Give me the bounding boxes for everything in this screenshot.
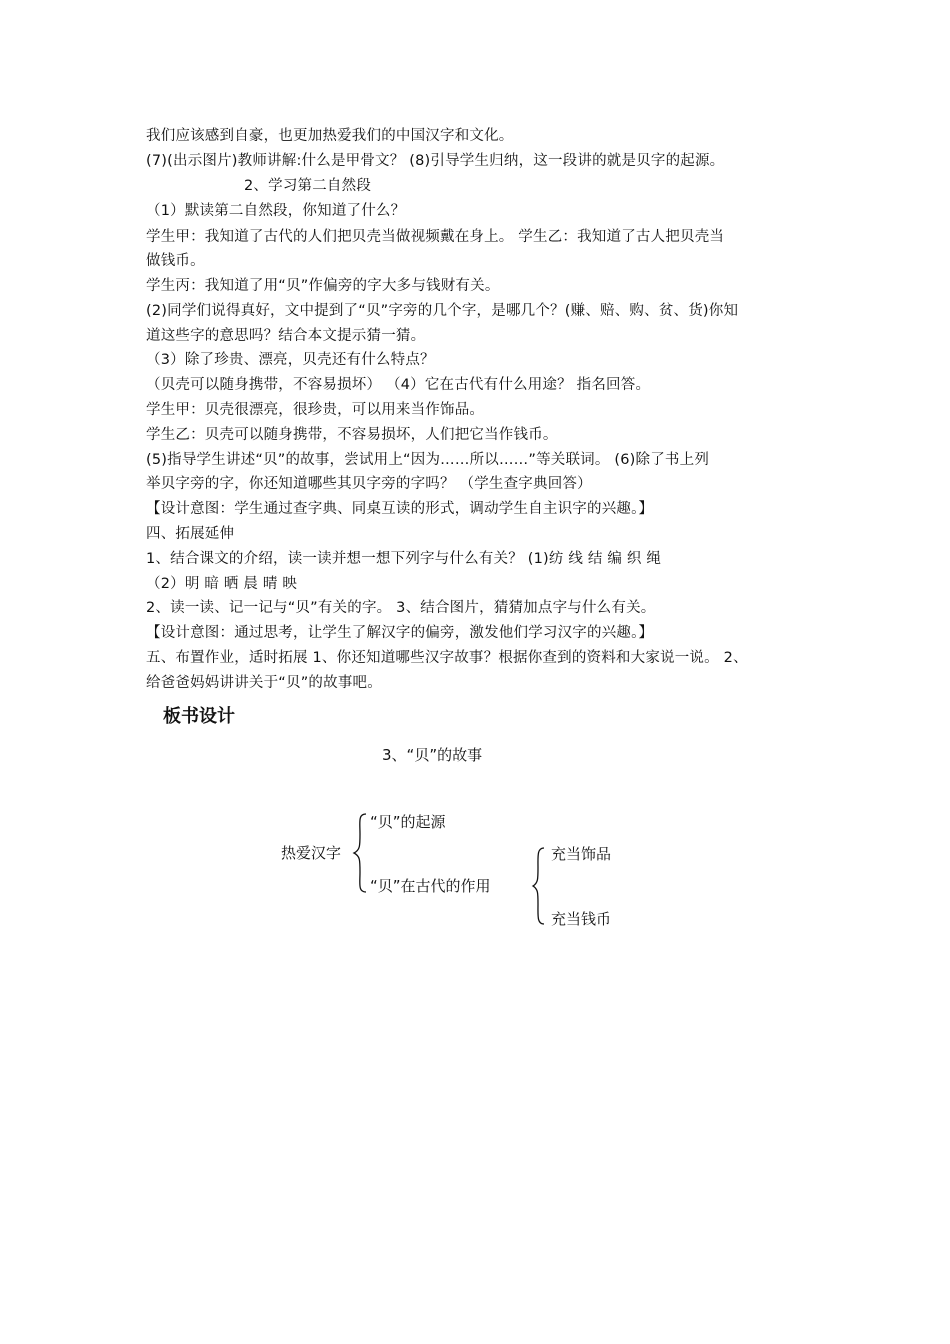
- left-brace-icon: [531, 846, 547, 926]
- board-design-heading: 板书设计: [163, 706, 235, 727]
- board-branch-origin: “贝”的起源: [370, 813, 446, 831]
- text-line: 五、布置作业，适时拓展 1、你还知道哪些汉字故事？根据你查到的资料和大家说一说。 2、: [146, 650, 748, 666]
- text-line: 我们应该感到自豪，也更加热爱我们的中国汉字和文化。: [146, 128, 514, 144]
- text-line: 学生乙：贝壳可以随身携带，不容易损坏，人们把它当作钱币。: [146, 427, 558, 443]
- text-line: 学生甲：我知道了古代的人们把贝壳当做视频戴在身上。 学生乙：我知道了古人把贝壳当: [146, 229, 725, 245]
- text-line: 举贝字旁的字，你还知道哪些其贝字旁的字吗？ （学生查字典回答）: [146, 476, 592, 492]
- board-branch-use: “贝”在古代的作用: [370, 877, 491, 895]
- board-title: 3、“贝”的故事: [382, 746, 483, 764]
- section-subheading: 2、学习第二自然段: [244, 178, 372, 194]
- text-line: (7)(出示图片)教师讲解:什么是甲骨文？ (8)引导学生归纳，这一段讲的就是贝字的起源。: [146, 153, 725, 169]
- left-brace-icon: [352, 812, 370, 894]
- board-use-money: 充当钱币: [551, 910, 612, 928]
- board-root-topic: 热爱汉字: [281, 844, 342, 862]
- text-line: （3）除了珍贵、漂亮，贝壳还有什么特点？: [146, 352, 435, 368]
- section-heading: 四、拓展延伸: [146, 526, 235, 542]
- text-line: 2、读一读、记一记与“贝”有关的字。 3、结合图片，猜猜加点字与什么有关。: [146, 600, 656, 616]
- text-line: (5)指导学生讲述“贝”的故事，尝试用上“因为……所以……”等关联词。 (6)除了书上列: [146, 452, 710, 468]
- text-line: 1、结合课文的介绍，读一读并想一想下列字与什么有关？ (1)纺 线 结 编 织 绳: [146, 551, 662, 567]
- text-line: (2)同学们说得真好，文中提到了“贝”字旁的几个字，是哪几个？(赚、赔、购、贫、货)你知: [146, 303, 739, 319]
- text-line: 学生丙：我知道了用“贝”作偏旁的字大多与钱财有关。: [146, 278, 500, 294]
- text-line: 学生甲：贝壳很漂亮，很珍贵，可以用来当作饰品。: [146, 402, 485, 418]
- design-intent-note: 【设计意图：通过思考，让学生了解汉字的偏旁，激发他们学习汉字的兴趣。】: [146, 625, 654, 641]
- text-line: （2）明 暗 晒 晨 晴 映: [146, 576, 298, 592]
- board-use-decoration: 充当饰品: [551, 845, 612, 863]
- design-intent-note: 【设计意图：学生通过查字典、同桌互读的形式，调动学生自主识字的兴趣。】: [146, 501, 654, 517]
- text-line: 道这些字的意思吗？结合本文提示猜一猜。: [146, 328, 426, 344]
- text-line: （1）默读第二自然段，你知道了什么？: [146, 203, 406, 219]
- text-line: （贝壳可以随身携带，不容易损坏） （4）它在古代有什么用途？ 指名回答。: [146, 377, 651, 393]
- text-line: 给爸爸妈妈讲讲关于“贝”的故事吧。: [146, 675, 382, 691]
- text-line: 做钱币。: [146, 253, 205, 269]
